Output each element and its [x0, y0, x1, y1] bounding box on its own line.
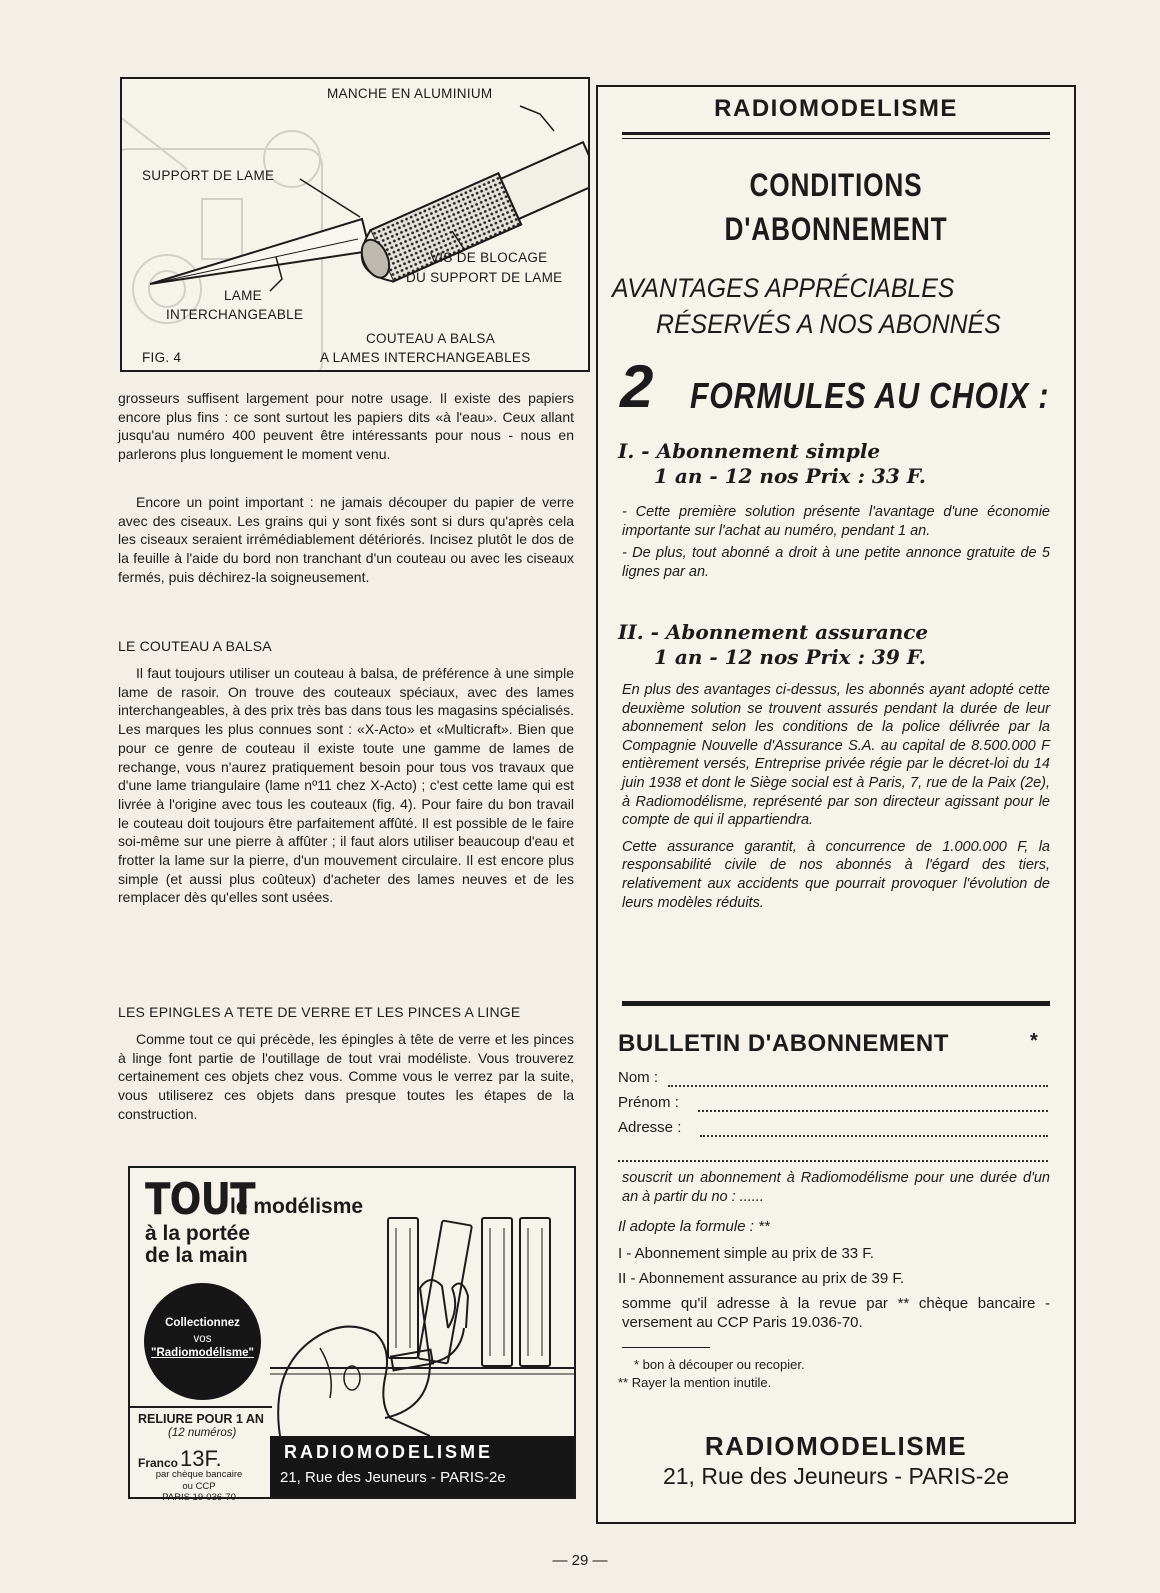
ad-numeros: (12 numéros): [168, 1427, 237, 1439]
ad-headline-main: de la main: [145, 1244, 248, 1267]
ad-collection-badge: [144, 1283, 261, 1400]
page-number: — 29 —: [552, 1552, 608, 1569]
field-label-nom: Nom :: [618, 1069, 659, 1086]
formula-2-paragraph-2: Cette assurance garantit, à concurrence de 1.000.000 F, la responsabilité civile de nos abonnés à l'égard des tiers, relativement aux accidents que pourrait provoquer l'évolution de leurs modèles réduits.: [622, 838, 1050, 911]
field-line-adresse: [700, 1135, 1048, 1137]
rule: [622, 1001, 1050, 1006]
formula-2-title: II. - Abonnement assurance: [618, 620, 929, 644]
field-line-nom: [668, 1085, 1048, 1087]
formula-1-paragraph-1: - Cette première solution présente l'avantage d'une économie importante sur l'achat au numéro, pendant 1 an.: [622, 504, 1050, 539]
label-support: SUPPORT DE LAME: [142, 168, 275, 183]
adopte-text: Il adopte la formule : **: [618, 1218, 770, 1235]
souscrit-paragraph: souscrit un abonnement à Radiomodélisme pour une durée d'un an à partir du no : ......: [622, 1170, 1050, 1205]
avantages-line-1: AVANTAGES APPRÉCIABLES: [612, 273, 955, 303]
paragraph-scissors: [118, 493, 574, 587]
footnote-1: * bon à découper ou recopier.: [634, 1357, 805, 1372]
ad-payment-info: [134, 1469, 264, 1504]
caption-line-1: COUTEAU A BALSA: [366, 331, 496, 346]
paragraph-text: Encore un point important : ne jamais découper du papier de verre avec des ciseaux. Les grains qui y sont fixés sont si durs qu'après cela les ciseaux seraient irrémédiablement détériorés. Incisez plutôt le dos de la feuille à l'aide du bord non tranchant d'un couteau ou avec les ciseaux fermés, puis déchirez-la soigneusement.: [118, 494, 574, 585]
option-1: I - Abonnement simple au prix de 33 F.: [618, 1245, 874, 1262]
label-manche: MANCHE EN ALUMINIUM: [327, 86, 493, 101]
binder-advertisement: [128, 1166, 576, 1499]
heading-epingles: LES EPINGLES A TETE DE VERRE ET LES PINCES A LINGE: [118, 1004, 521, 1020]
avantages-line-2: RÉSERVÉS A NOS ABONNÉS: [656, 309, 1001, 339]
ad-headline-modelisme: le modélisme: [230, 1195, 364, 1218]
ad-headline-tout: TOUT: [145, 1174, 255, 1225]
balsa-knife-drawing: [122, 79, 588, 370]
badge-line-2: vos: [193, 1333, 212, 1345]
badge-line-3: "Radiomodélisme": [151, 1347, 254, 1359]
ad-price: 13F.: [180, 1446, 222, 1471]
formula-2-price: 1 an - 12 nos Prix : 39 F.: [654, 645, 926, 669]
somme-text: [622, 1295, 1050, 1332]
paragraph-text: Il faut toujours utiliser un couteau à balsa, de préférence à une simple lame de rasoir. On trouve des couteaux spéciaux, avec des lames interchangeables, à des prix très bas dans tous les magasins spécialisés. Les marques les plus connues sont : «X-Acto» et «Multicraft». Bien que pour ce genre de couteau il existe toute une gamme de lames de rechange, vous n'aurez pratiquement besoin pour tous vos travaux que d'une lame triangulaire (lame nº11 chez X-Acto) ; c'est cette lame qui est livrée à l'origine avec tous les couteaux (fig. 4). Pour faire du bon travail le couteau doit toujours être parfaitement affûté. Il est possible de le faire soi-même sur une pierre à affûter ; il faut alors utiliser beaucoup d'eau et frotter la lame sur la pierre, d'un mouvement circulaire. Il est encore plus simple (et aussi plus coûteux) d'acheter des lames neuves et de les remplacer dès qu'elles sont usées.: [118, 665, 574, 906]
heading-couteau: LE COUTEAU A BALSA: [118, 638, 272, 654]
ad-bar-title: RADIOMODELISME: [284, 1442, 494, 1462]
paragraph-papers: [118, 389, 574, 464]
somme-paragraph: somme qu'il adresse à la revue par ** chèque bancaire - versement au CCP Paris 19.036-70.: [622, 1295, 1050, 1331]
ad-pay-line-3: PARIS 19-036-70: [162, 1492, 236, 1503]
figure-number: FIG. 4: [142, 350, 182, 365]
formules-text: FORMULES AU CHOIX :: [690, 375, 1050, 416]
field-label-prenom: Prénom :: [618, 1094, 679, 1111]
ad-pay-line-2: ou CCP: [182, 1480, 216, 1492]
field-line-adresse-2: [618, 1160, 1048, 1162]
panel-header-title: RADIOMODELISME: [714, 95, 958, 122]
figure-knife-illustration: [120, 77, 590, 372]
field-line-prenom: [698, 1110, 1048, 1112]
ad-franco: Franco: [138, 1456, 179, 1470]
paragraph-text: grosseurs suffisent largement pour notre usage. Il existe des papiers encore plus fins : ce sont surtout les papiers dits «à l'eau». Ceux allant jusqu'au numéro 400 peuvent être intéressants pour nous - nous en parlerons plus longuement le moment venu.: [118, 390, 574, 463]
badge-line-1: Collectionnez: [165, 1317, 240, 1329]
label-vis-1: VIS DE BLOCAGE: [430, 250, 548, 265]
footnote-2: ** Rayer la mention inutile.: [618, 1375, 772, 1390]
ad-bar-address: 21, Rue des Jeuneurs - PARIS-2e: [280, 1469, 506, 1486]
subscription-panel: [596, 85, 1076, 1524]
formula-1-title: I. - Abonnement simple: [618, 439, 881, 463]
bulletin-star: *: [1030, 1030, 1038, 1052]
formules-number: 2: [620, 353, 654, 420]
panel-footer-title: RADIOMODELISME: [704, 1431, 968, 1461]
field-label-adresse: Adresse :: [618, 1119, 682, 1136]
formula-2-paragraph-1: En plus des avantages ci-dessus, les abonnés ayant adopté cette deuxième solution se trouvent assurés pendant la durée de leur abonnement selon les conditions de la police délivrée par la Compagnie Nouvelle d'Assurance S.A. au capital de 8.500.000 F entièrement versés, Entreprise privée régie par le décret-loi du 14 juin 1938 et dont le Siège social est à Paris, 7, rue de la Paix (2e), à Radiomodélisme, représenté par son directeur agissant pour le compte de qui il appartiendra.: [622, 682, 1050, 829]
label-lame-1: LAME: [224, 288, 262, 303]
formula-1-text: [622, 503, 1050, 581]
paragraph-epingles: [118, 1030, 574, 1124]
souscrit-text: [622, 1169, 1050, 1206]
ad-address-bar: [270, 1436, 576, 1499]
panel-footer-address: 21, Rue des Jeuneurs - PARIS-2e: [662, 1463, 1010, 1489]
option-2: II - Abonnement assurance au prix de 39 F.: [618, 1270, 905, 1287]
paragraph-couteau: [118, 664, 574, 907]
caption-line-2: A LAMES INTERCHANGEABLES: [320, 350, 531, 365]
conditions-title: CONDITIONS: [749, 167, 923, 203]
label-lame-2: INTERCHANGEABLE: [166, 307, 304, 322]
label-vis-2: DU SUPPORT DE LAME: [406, 270, 563, 285]
ad-headline-portee: à la portée: [145, 1222, 251, 1245]
rule: [622, 132, 1050, 135]
ad-pay-line-1: par chèque bancaire: [155, 1469, 243, 1480]
formula-1-price: 1 an - 12 nos Prix : 33 F.: [654, 464, 926, 488]
ad-reliure: RELIURE POUR 1 AN: [138, 1412, 264, 1426]
formula-2-text: [622, 681, 1050, 912]
formula-1-paragraph-2: - De plus, tout abonné a droit à une petite annonce gratuite de 5 lignes par an.: [622, 545, 1050, 580]
abonnement-title: D'ABONNEMENT: [724, 211, 948, 247]
rule: [622, 138, 1050, 139]
bulletin-title: BULLETIN D'ABONNEMENT: [618, 1030, 949, 1057]
paragraph-text: Comme tout ce qui précède, les épingles à tête de verre et les pinces à linge font partie de l'outillage de tout vrai modéliste. Vous trouverez certainement ces objets chez vous. Comme vous le verrez par la suite, vous utiliserez ces objets dans presque toutes les étapes de la construction.: [118, 1031, 574, 1122]
